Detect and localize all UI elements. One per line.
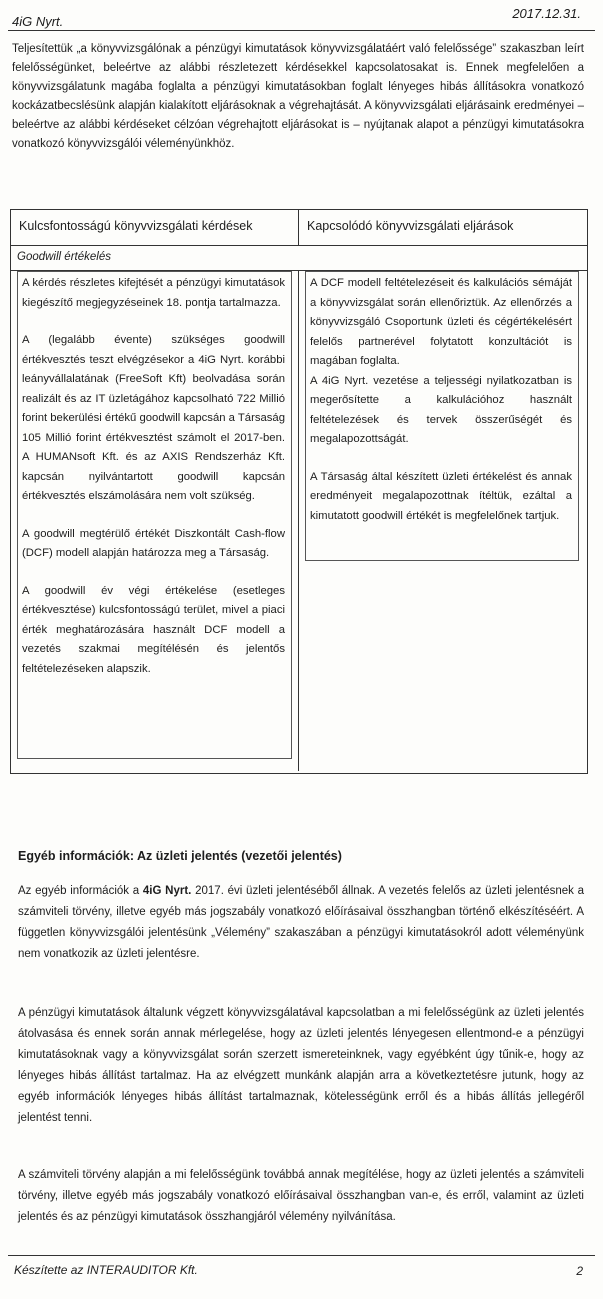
kam-paragraph: A goodwill év végi értékelése (esetleges értékvesztése) kulcsfontosságú terület, mivel a piaci érték meghatározására használt DCF modell a vezetés szakmai megítélésén és jelentős feltételezéseken alapszik.: [22, 584, 285, 675]
kam-paragraph: A kérdés részletes kifejtését a pénzügyi kimutatások kiegészítő megjegyzéseinek 18. pontja tartalmazza.: [22, 277, 285, 309]
header-rule: [8, 30, 595, 31]
table-header-row: [11, 210, 587, 246]
procedures-box: [305, 271, 579, 561]
table-cell-procedures: [299, 271, 587, 771]
key-audit-matters-table: [10, 209, 588, 774]
other-info-paragraph-2: A pénzügyi kimutatások általunk végzett könyvvizsgálatával kapcsolatban a mi felelősségünk az üzleti jelentés átolvasása és ennek során annak mérlegelése, hogy az üzleti jelentés lényegesen ellentmond-e a pénzügyi kimutatásoknak vagy a könyvvizsgálat során szerzett ismereteinknek, vagy egyébként úgy tűnik-e, hogy az lényeges hibás állítást tartalmaz. Ha az elvégzett munkánk alapján arra a következtetésre jutunk, hogy az egyéb információk lényeges hibás állítást tartalmaznak, kötelességünk erről és a hibás állítás jellegéről jelentést tenni.: [18, 1007, 584, 1124]
procedure-paragraph: A Társaság által készített üzleti értékelést és annak eredményeit megalapozottnak ítéltük, ezáltal a kimutatott goodwill értékét is megfelelőnek tartjuk.: [310, 470, 572, 522]
kam-paragraph: A (legalább évente) szükséges goodwill értékvesztés teszt elvégzésekor a 4iG Nyrt. korábbi leányvállalatának (FreeSoft Kft) beolvadása során realizált és az IT üzletágához kapcsolható 722 Millió forint bekerülési értékű goodwill kapcsán a Társaság 105 Millió forint értékvesztést számolt el 2017-ben. A HUMANsoft Kft. és az AXIS Rendszerház Kft. kapcsán nyilvántartott goodwill kapcsán értékvesztés elszámolására nem volt szükség.: [22, 334, 285, 502]
footer-prepared-by: Készítette az INTERAUDITOR Kft.: [14, 1263, 198, 1277]
table-body-row: [11, 271, 587, 771]
header-company: 4iG Nyrt.: [12, 14, 64, 29]
p1-text-after: 2017. évi üzleti jelentéséből állnak. A vezetés felelős az üzleti jelentésnek a számviteli törvény, illetve egyéb más jogszabály vonatkozó előírásaival összhangban történő elkészítéséért. A független könyvvizsgálói jelentésünk „Vélemény” szakaszában a pénzügyi kimutatásokról adott véleményünk nem vonatkozik az üzleti jelentésre.: [18, 885, 584, 960]
other-info-paragraph-3: A számviteli törvény alapján a mi felelősségünk továbbá annak megítélése, hogy az üzleti jelentés a számviteli törvény, illetve egyéb más jogszabály vonatkozó előírásaival összhangban van-e, és erről, valamint az üzleti jelentés és az pénzügyi kimutatások összhangjáról vélemény nyilvánítása.: [18, 1169, 584, 1223]
table-header-kam: Kulcsfontosságú könyvvizsgálati kérdések: [11, 210, 299, 245]
page-number: 2: [576, 1264, 583, 1278]
table-subheader-goodwill: Goodwill értékelés: [11, 246, 587, 271]
intro-paragraph: Teljesítettük „a könyvvizsgálónak a pénzügyi kimutatások könyvvizsgálatáért való felelőssége” szakaszban leírt felelősségünket, beleértve az alábbi részletezett kérdésekkel kapcsolatosakat is. Ennek megfelelően a könyvvizsgálatunk magába foglalta a pénzügyi kimutatásokban foglalt lényeges hibás állításokra vonatkozó kockázatbecslésünk alapján kialakított eljárásoknak a végrehajtását. A könyvvizsgálati eljárásaink eredményei – beleértve az alábbi kérdéseket célzóan végrehajtott eljárásokat is – nyújtanak alapot a pénzügyi kimutatásokra vonatkozó könyvvizsgálói véleményünkhöz.: [12, 43, 584, 150]
kam-description-box: [17, 271, 292, 759]
table-cell-kam: [11, 271, 299, 771]
p1-text-before: Az egyéb információk a: [18, 885, 143, 897]
kam-paragraph: A goodwill megtérülő értékét Diszkontált Cash-flow (DCF) modell alapján határozza meg a Társaság.: [22, 527, 285, 559]
other-info-paragraph-1: [18, 881, 584, 965]
procedure-paragraph: A DCF modell feltételezéseit és kalkulációs sémáját a könyvvizsgálat során ellenőriztük. Az ellenőrzés a könyvvizsgáló Csoportunk üzleti és cégértékelésért felelős partnerével folytatott konzultációt is magában foglalta. A 4iG Nyrt. vezetése a teljességi nyilatkozatban is megerősítette a kalkulációhoz használt feltételezések és tervek összerűségét és megalapozottságát.: [310, 277, 572, 445]
p1-company-name: 4iG Nyrt.: [142, 885, 192, 897]
section-title-other-info: Egyéb információk: Az üzleti jelentés (vezetői jelentés): [18, 849, 342, 863]
footer-rule: [8, 1255, 595, 1256]
header-date: 2017.12.31.: [512, 6, 581, 21]
table-header-procedures: Kapcsolódó könyvvizsgálati eljárások: [307, 219, 514, 233]
